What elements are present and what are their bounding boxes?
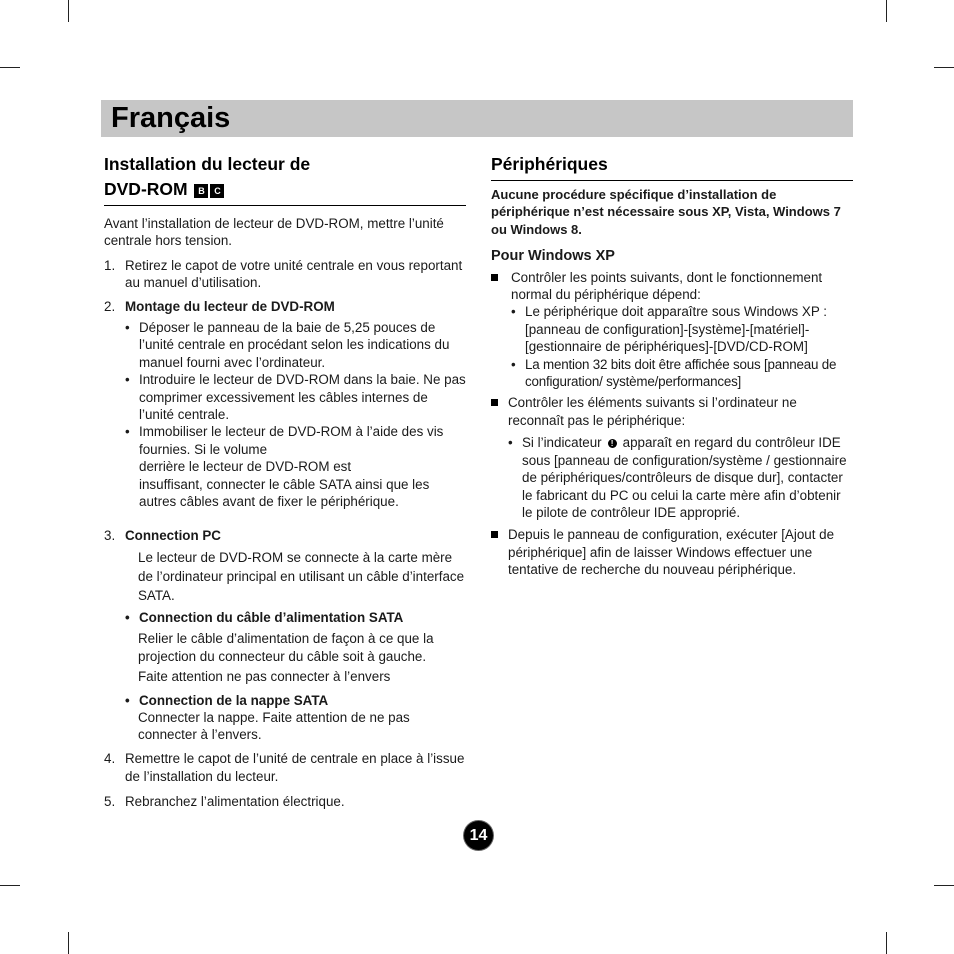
square-bullet-icon bbox=[491, 531, 498, 538]
step-1 bbox=[104, 257, 466, 292]
bullet-text: La mention 32 bits doit être affichée sous [panneau de configuration/ système/performances] bbox=[525, 356, 837, 390]
bullet-icon: • bbox=[125, 609, 130, 625]
list-item bbox=[508, 434, 853, 521]
item-text: Contrôler les points suivants, dont le fonctionnement normal du périphérique dépend: bbox=[511, 269, 823, 303]
bullet-icon: • bbox=[511, 356, 516, 372]
step-3 bbox=[104, 527, 466, 544]
step-3-subitems bbox=[125, 609, 466, 744]
sub-text: Connecter la nappe. Faite attention de ne pas connecter à l’envers. bbox=[138, 709, 410, 743]
bullet-text: Si l’indicateur bbox=[522, 435, 602, 451]
step-number: 5. bbox=[104, 793, 116, 809]
step-number: 4. bbox=[104, 750, 116, 766]
list-item bbox=[491, 526, 853, 578]
list-item bbox=[491, 269, 853, 304]
language-banner bbox=[101, 100, 853, 137]
item-text: Depuis le panneau de configuration, exécuter [Ajout de périphérique] afin de laisser Windows effectuer une tentative de recherche du nouveau périphérique. bbox=[508, 527, 835, 578]
step-4 bbox=[104, 750, 466, 787]
item2-bullets bbox=[508, 434, 853, 521]
bullet-text: Introduire le lecteur de DVD-ROM dans la baie. Ne pas comprimer excessivement les câbles internes de l’unité centrale. bbox=[139, 372, 466, 423]
warning-indicator-icon: ! bbox=[608, 439, 617, 448]
step-number: 2. bbox=[104, 298, 116, 314]
crop-mark bbox=[934, 67, 954, 68]
section-heading-installation bbox=[104, 152, 466, 177]
crop-mark bbox=[886, 0, 887, 22]
item1-bullets bbox=[511, 303, 853, 390]
sub-text bbox=[138, 630, 466, 685]
step-number: 3. bbox=[104, 527, 116, 543]
bullet-text: derrière le lecteur de DVD-ROM est bbox=[139, 459, 352, 475]
bullet-text: Le périphérique doit apparaître sous Windows XP : [panneau de configuration]-[système]-[matériel]-[gestionnaire de périphériques]-[DVD/CD-ROM] bbox=[525, 304, 827, 355]
sub-text-line: Faite attention ne pas connecter à l’envers bbox=[138, 669, 391, 685]
step-text: Retirez le capot de votre unité centrale en vous reportant au manuel d’utilisation. bbox=[125, 257, 463, 291]
list-item bbox=[511, 303, 853, 355]
right-column bbox=[491, 152, 853, 579]
sub-title: Connection de la nappe SATA bbox=[139, 692, 329, 708]
left-column bbox=[104, 152, 466, 810]
step-2-bullets bbox=[125, 319, 466, 510]
step-2 bbox=[104, 298, 466, 315]
list-item bbox=[125, 609, 466, 626]
list-item bbox=[125, 319, 466, 371]
intro-paragraph: Avant l’installation de lecteur de DVD-ROM, mettre l’unité centrale hors tension. bbox=[104, 216, 444, 249]
section-heading-peripheriques: Périphériques bbox=[491, 152, 853, 181]
step-title: Montage du lecteur de DVD-ROM bbox=[125, 298, 335, 314]
bullet-icon: • bbox=[125, 372, 130, 388]
step-text: Rebranchez l’alimentation électrique. bbox=[125, 793, 345, 809]
list-item bbox=[491, 394, 853, 429]
list-item bbox=[125, 423, 466, 510]
bullet-icon: • bbox=[125, 424, 130, 440]
bullet-icon: • bbox=[508, 435, 513, 451]
step-5 bbox=[104, 793, 466, 810]
list-item bbox=[511, 356, 853, 391]
badge-b: B bbox=[194, 184, 208, 198]
crop-mark bbox=[0, 67, 20, 68]
bullet-text: Déposer le panneau de la baie de 5,25 pouces de l’unité centrale en procédant selon les indications du manuel fourni avec l’ordinateur. bbox=[139, 320, 450, 370]
heading-line-1: Installation du lecteur de bbox=[104, 154, 311, 174]
page-number-badge: 14 bbox=[464, 821, 493, 850]
page-title: Français bbox=[111, 102, 231, 134]
bullet-text: Immobiliser le lecteur de DVD-ROM à l’aide des vis fournies. Si le volume bbox=[139, 424, 444, 457]
crop-mark bbox=[0, 885, 20, 886]
sub-text-line: Relier le câble d’alimentation de façon à ce que la projection du connecteur du câble soit à gauche. bbox=[138, 631, 434, 664]
square-bullet-icon bbox=[491, 399, 498, 406]
step-text: Remettre le capot de l’unité de centrale en place à l’issue de l’installation du lecteur. bbox=[125, 750, 465, 785]
list-item bbox=[125, 371, 466, 423]
bullet-text: apparaît en regard du contrôleur IDE sous [panneau de configuration/système / gestionnaire de périphériques/contrôleurs de disque dur], contacter le fabricant du PC ou celui la carte mère afin d’obtenir le pilote de contrôleur IDE approprié. bbox=[522, 435, 847, 520]
item-text: Contrôler les éléments suivants si l’ordinateur ne reconnaît pas le périphérique: bbox=[508, 395, 797, 428]
bullet-icon: • bbox=[125, 692, 130, 708]
square-bullet-icon bbox=[491, 274, 498, 281]
step-title: Connection PC bbox=[125, 527, 221, 543]
crop-mark bbox=[68, 932, 69, 954]
bullet-text: insuffisant, connecter le câble SATA ainsi que les autres câbles avant de fixer le périphérique. bbox=[139, 476, 430, 510]
bullet-icon: • bbox=[511, 304, 516, 320]
badge-c: C bbox=[210, 184, 224, 198]
crop-mark bbox=[934, 885, 954, 886]
crop-mark bbox=[68, 0, 69, 22]
crop-mark bbox=[886, 932, 887, 954]
subheading-windows-xp: Pour Windows XP bbox=[491, 248, 615, 265]
list-item bbox=[125, 692, 466, 709]
section-heading-installation-line2 bbox=[104, 177, 466, 206]
bold-intro: Aucune procédure spécifique d’installation de périphérique n’est nécessaire sous XP, Vista, Windows 7 ou Windows 8. bbox=[491, 187, 841, 237]
step-number: 1. bbox=[104, 257, 116, 273]
step-3-text: Le lecteur de DVD-ROM se connecte à la carte mère de l’ordinateur principal en utilisant un câble d’interface SATA. bbox=[138, 549, 465, 603]
heading-line-2: DVD-ROM bbox=[104, 179, 188, 199]
sub-title: Connection du câble d’alimentation SATA bbox=[139, 609, 404, 625]
bullet-icon: • bbox=[125, 320, 130, 336]
